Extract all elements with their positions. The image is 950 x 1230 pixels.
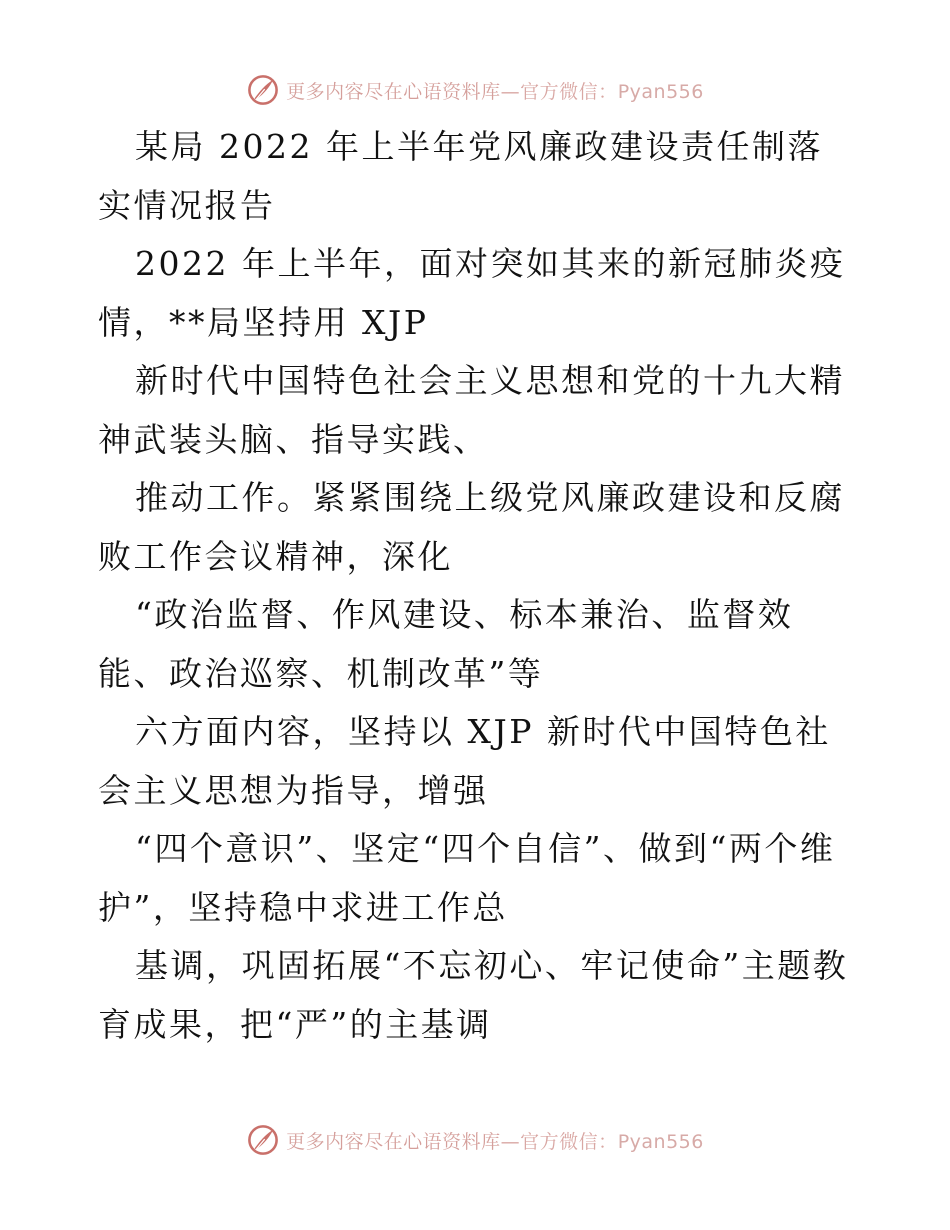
watermark-text [286,77,704,104]
footer-watermark [0,1120,950,1160]
watermark-handle: Pyan556 [617,1130,704,1153]
watermark-handle: Pyan556 [617,80,704,103]
watermark-brand: 更多内容尽在心语资料库 [286,1130,501,1153]
paragraph: 六方面内容，坚持以 XJP 新时代中国特色社会主义思想为指导，增强 [98,712,831,810]
paragraph: “政治监督、作风建设、标本兼治、监督效能、政治巡察、机制改革”等 [98,595,794,693]
watermark-brand: 更多内容尽在心语资料库 [286,80,501,103]
paragraph: 2022 年上半年，面对突如其来的新冠肺炎疫情，**局坚持用 XJP [98,244,846,342]
feather-pen-seal-icon [246,73,280,107]
watermark-separator: — [500,80,521,103]
paragraph: 基调，巩固拓展“不忘初心、牢记使命”主题教育成果，把“严”的主基调 [98,946,849,1044]
header-watermark [0,70,950,110]
paragraph-title: 某局 2022 年上半年党风廉政建设责任制落实情况报告 [98,127,823,225]
watermark-separator: — [500,1130,521,1153]
feather-pen-seal-icon [246,1123,280,1157]
watermark-contact-label: 官方微信： [520,80,618,103]
watermark-text [286,1127,704,1154]
paragraph: 新时代中国特色社会主义思想和党的十九大精神武装头脑、指导实践、 [98,361,845,459]
paragraph: 推动工作。紧紧围绕上级党风廉政建设和反腐败工作会议精神，深化 [98,478,845,576]
watermark-contact-label: 官方微信： [520,1130,618,1153]
paragraph: “四个意识”、坚定“四个自信”、做到“两个维护”，坚持稳中求进工作总 [98,829,836,927]
document-body [98,118,858,1054]
